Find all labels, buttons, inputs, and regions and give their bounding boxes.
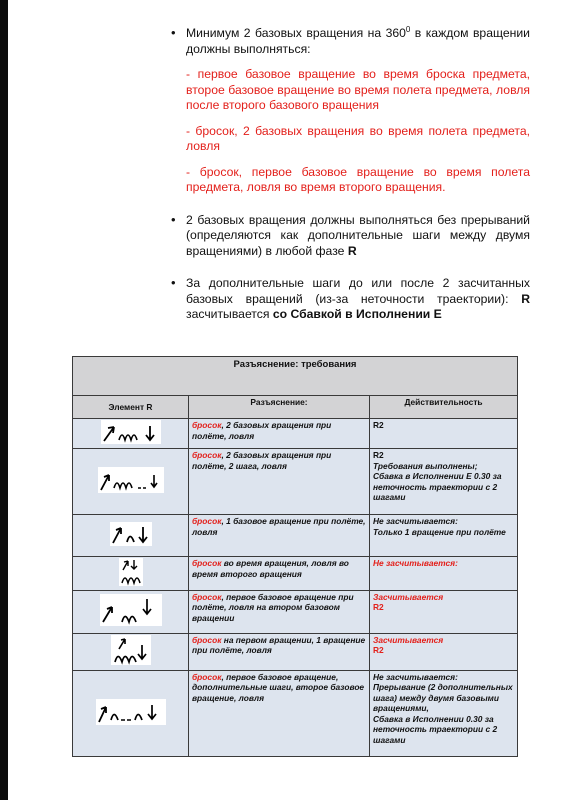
requirements-table <box>72 356 518 757</box>
throw-two-rotations-catch-icon <box>101 420 161 444</box>
element-cell <box>73 670 189 756</box>
bullet-dot: • <box>171 275 176 290</box>
explanation-cell: бросок, 2 базовых вращения при полёте, 2 шага, ловля <box>189 449 370 515</box>
header-validity: Действительность <box>370 396 518 419</box>
bullet-extra-steps: • За дополнительные шаги до или после 2 засчитанных базовых вращений (из-за неточности траектории): R засчитывается со Сбавкой в Исполнении Е <box>171 275 530 321</box>
throw-two-rotations-steps-catch-icon <box>98 467 164 493</box>
validity-cell: R2 Требования выполнены; Сбавка в Исполнении Е 0.30 за неточность траектории с 2 шагами <box>370 449 518 515</box>
throw-rotation-steps-rotation-catch-icon <box>96 699 166 725</box>
element-cell <box>73 633 189 670</box>
validity-cell: Засчитывается R2 <box>370 633 518 670</box>
header-explanation: Разъяснение: <box>189 396 370 419</box>
bullet-dot: • <box>171 211 176 227</box>
explanation-cell: бросок во время вращения, ловля во время второго вращения <box>189 557 370 591</box>
throw-during-rotation-catch-icon <box>119 558 143 586</box>
bullet-no-interruption: • 2 базовых вращения должны выполняться без прерываний (определяются как дополнительные шаги между двумя вращениями) в любой фазе R <box>171 211 530 258</box>
throw-rotation-catch-second-icon <box>100 594 162 626</box>
table-caption: Разъяснение: требования <box>73 357 518 396</box>
element-cell <box>73 590 189 633</box>
table-row <box>73 419 518 449</box>
throw-one-rotation-catch-icon <box>110 522 152 546</box>
sub-rule-2: - бросок, 2 базовых вращения во время полета предмета, ловля <box>186 123 530 153</box>
sub-rule-1: - первое базовое вращение во время броска предмета, второе базовое вращение во время полета предмета, ловля после второго базового вращения <box>186 67 530 112</box>
explanation-cell: бросок, первое базовое вращение при полёте, ловля на втором базовом вращении <box>189 590 370 633</box>
table-row <box>73 515 518 557</box>
bullet-min-rotations: • Минимум 2 базовых вращения на $360^0$ в каждом вращении должны выполняться: - первое базовое вращение во время броска предмета, второе базовое вращение во время полета предмета, ловля после второго базового вращения - бросок, 2 базовых вращения во время полета предмета, ловля - бросок, первое базовое вращение во время полета предмета, ловля во время второго вращения. <box>171 24 530 194</box>
explanation-cell: бросок на первом вращении, 1 вращение при полёте, ловля <box>189 633 370 670</box>
validity-cell: R2 <box>370 419 518 449</box>
validity-cell: Не засчитывается: Только 1 вращение при полёте <box>370 515 518 557</box>
sub-rule-3: - бросок, первое базовое вращение во время полета предмета, ловля во время второго вращения. <box>186 164 530 194</box>
header-element: Элемент R <box>73 396 189 419</box>
element-cell <box>73 449 189 515</box>
explanation-cell: бросок, 2 базовых вращения при полёте, ловля <box>189 419 370 449</box>
page-edge <box>0 0 8 800</box>
validity-cell: Не засчитывается: Прерывание (2 дополнительных шага) между двумя базовыми вращениями, Сбавка в Исполнении 0.30 за неточность траектории с 2 шагами <box>370 670 518 756</box>
element-cell <box>73 557 189 591</box>
table-row <box>73 633 518 670</box>
explanation-cell: бросок, первое базовое вращение, дополнительные шаги, второе базовое вращение, ловля <box>189 670 370 756</box>
table-row <box>73 557 518 591</box>
table-row <box>73 590 518 633</box>
element-cell <box>73 419 189 449</box>
table-row <box>73 670 518 756</box>
explanation-cell: бросок, 1 базовое вращение при полёте, ловля <box>189 515 370 557</box>
element-cell <box>73 515 189 557</box>
validity-cell: Не засчитывается: <box>370 557 518 591</box>
throw-first-rotation-catch-icon <box>111 635 151 665</box>
table-row <box>73 449 518 515</box>
bullet-dot: • <box>171 25 176 40</box>
requirements-list <box>171 24 530 323</box>
validity-cell: Засчитывается R2 <box>370 590 518 633</box>
